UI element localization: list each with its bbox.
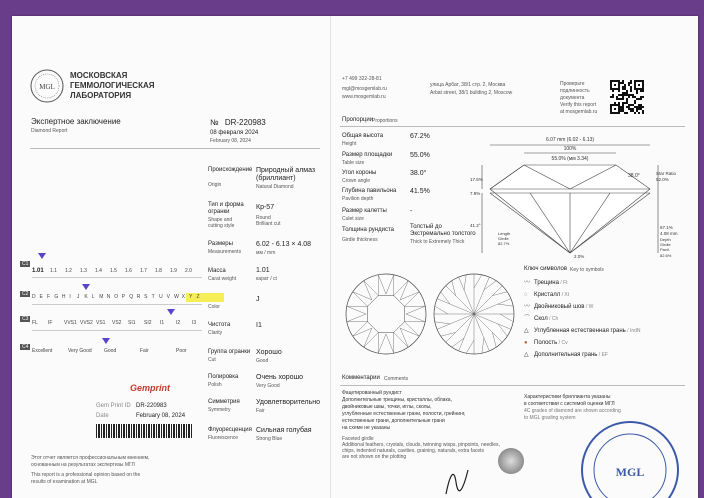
legend-symbol-icon: 〰 <box>524 304 531 310</box>
scale-c3-tick: SI2 <box>144 320 152 326</box>
divider-right <box>340 126 685 127</box>
field-carat-en: Carat weight <box>208 276 237 282</box>
scale-c2-tick: H <box>61 294 66 300</box>
comment-line-en: Additional feathers, crystals, clouds, twinning wisps, pinpoints, needles, <box>342 442 500 448</box>
address-ru: улица Арбат, 38/1 стр. 2, Москва <box>430 82 506 88</box>
scale-c3-tick: FL <box>32 320 38 326</box>
field-carat-label: Масса <box>208 268 226 274</box>
prop-table-value: 55.0% <box>410 152 430 159</box>
diagram-crown-angle: 38.0° <box>628 173 640 179</box>
legend-symbol-icon: 〰 <box>524 280 531 286</box>
field-origin-en: Origin <box>208 182 222 188</box>
scale-c1-line <box>32 277 202 278</box>
scale-c2-tick: K <box>84 294 88 300</box>
gem-print-label: Gem Print ID <box>96 403 131 409</box>
gem-date-label: Date <box>96 413 109 419</box>
scale-c1-tick: 1.1 <box>50 268 57 274</box>
scale-c1-value: 1.01 <box>32 268 44 274</box>
scale-c2-tick: E <box>39 294 43 300</box>
conformity-en-2: to MGL grading system <box>524 415 576 421</box>
field-shape-en-2: cutting style <box>208 223 235 229</box>
field-carat-sub: карат / ct <box>256 276 277 282</box>
scale-c2-tick: R <box>136 294 141 300</box>
carat-marker-icon <box>38 253 46 259</box>
legend-item <box>524 349 641 361</box>
prop-height-label: Общая высота <box>342 133 384 139</box>
field-origin-label: Происхождение <box>208 167 253 173</box>
comment-line-en: are not shown on the plotting <box>342 454 407 460</box>
address-en: Arbat street, 38/1 building 2, Moscow <box>430 90 513 96</box>
field-shape-value: Кр-57 <box>256 204 275 211</box>
legend-label-en: / Ch <box>547 316 559 322</box>
field-shape-label-2: огранки <box>208 209 230 215</box>
lab-name-line-3: ЛАБОРАТОРИЯ <box>70 91 132 100</box>
scale-c1-tick: 1.8 <box>155 268 162 274</box>
field-shape-en: Shape and <box>208 217 233 223</box>
scale-c4-tick: Fair <box>140 348 149 354</box>
prop-girdle-value-2: Экстремально толстого <box>410 231 476 237</box>
field-cut-sub: Good <box>256 358 269 364</box>
diagram-lower-label-2: Girdle <box>498 236 509 241</box>
signature <box>440 464 480 498</box>
cut-marker-icon <box>102 338 110 344</box>
diamond-report <box>12 16 698 498</box>
scale-c2-tick: L <box>91 294 95 300</box>
prop-pavilion-label: Глубина павильона <box>342 188 397 194</box>
legend-symbol-icon: ⌒ <box>524 316 531 322</box>
legend-label-ru: Скол <box>534 316 548 322</box>
scale-c3-tick: VVS1 <box>64 320 77 326</box>
legend-label-ru: Полость <box>534 340 558 346</box>
comments-title-ru: Комментарии <box>342 375 380 381</box>
legend-label-en: / Xt <box>560 292 570 298</box>
gem-print-id: DR-220983 <box>136 403 167 409</box>
scale-c3-label: C3 <box>22 316 29 322</box>
field-fluor-value: Сильная голубая <box>256 427 312 434</box>
scale-c1-tick: 2.0 <box>185 268 192 274</box>
scale-c1-ticks <box>32 268 212 276</box>
scale-c4-tick: Poor <box>176 348 187 354</box>
diagram-depth-label: Depth <box>660 237 671 242</box>
field-fluor-label: Флуоресценция <box>208 427 252 433</box>
footer-en: This report is a professional opinion based on the <box>31 472 141 478</box>
scale-c2-tick: S <box>144 294 148 300</box>
field-shape-sub: Round <box>256 215 271 221</box>
scale-c3-tick: VVS2 <box>80 320 93 326</box>
legend-label-ru: Дополнительная грань <box>534 352 598 358</box>
footer-ru-2: основанным на результатах экспертизы МГЛ <box>31 462 135 468</box>
legend-symbol-icon: △ <box>524 328 529 334</box>
scale-c2-tick: X <box>181 294 185 300</box>
scale-c1-tick: 1.6 <box>125 268 132 274</box>
prop-culet-en: Culet size <box>342 216 364 222</box>
scale-c1-tick: 1.5 <box>110 268 117 274</box>
diagram-girdle-pct: 7.9% <box>470 191 481 196</box>
field-fluor-en: Fluorescence <box>208 435 239 441</box>
field-clarity-value: I1 <box>256 322 262 329</box>
field-polish-sub: Very Good <box>256 383 280 389</box>
field-color-en: Color <box>208 304 220 310</box>
verify-ru-1: Проверьте <box>560 81 585 87</box>
legend-symbol-icon: ◌ <box>524 292 528 298</box>
gem-date-value: February 08, 2024 <box>136 413 186 419</box>
diagram-crown-pct: 17.5% <box>470 177 483 182</box>
contact-phone: +7 499 322-28-81 <box>342 76 382 82</box>
hologram-sticker <box>498 448 524 474</box>
lab-name-line-2: ГЕММОЛОГИЧЕСКАЯ <box>70 81 155 90</box>
field-polish-label: Полировка <box>208 374 239 380</box>
proportions-title-en: Proportions <box>372 118 398 124</box>
scale-c2-tick: D <box>32 294 36 300</box>
field-measure-label: Размеры <box>208 241 233 247</box>
diagram-culet-label: 2.0% <box>574 254 585 259</box>
prop-girdle-sub: Thick to Extremely Thick <box>410 239 465 245</box>
scale-c1-tick: 1.3 <box>80 268 87 274</box>
legend-label-ru: Углубленная естественная грань <box>534 328 626 334</box>
verify-ru-3: документа <box>560 95 585 101</box>
scale-c1-tick: 1.2 <box>65 268 72 274</box>
field-symmetry-label: Симметрия <box>208 399 240 405</box>
prop-culet-value: - <box>410 208 413 215</box>
gemprint-logo: Gemprint <box>130 383 171 393</box>
field-cut-value: Хорошо <box>256 349 282 356</box>
legend-label-ru: Трещина <box>534 280 559 286</box>
legend-label-ru: Двойниковый шов <box>534 304 585 310</box>
scale-c4-tick: Very Good <box>68 348 92 354</box>
scale-c2-label: C2 <box>22 291 29 297</box>
legend-label-en: / EF <box>597 352 608 358</box>
diagram-star-label: Star Ratio <box>656 171 677 176</box>
comment-line-ru: Фацетированный рундист <box>342 390 402 396</box>
conformity-en-1: 4C grades of diamond are shown according <box>524 408 621 414</box>
proportions-title-ru: Пропорции <box>342 117 374 123</box>
diagram-depth-label-2: Girdle <box>660 242 671 247</box>
conformity-ru-1: Характеристики бриллианта указаны <box>524 394 611 400</box>
legend-list <box>524 277 641 361</box>
scale-c2-tick: F <box>46 294 51 300</box>
footer-ru: Этот отчет является профессиональным мнением, <box>31 455 150 461</box>
scale-c4-label: C4 <box>22 344 29 350</box>
field-color-value: J <box>256 296 260 303</box>
scale-c2-tick: U <box>159 294 163 300</box>
date-ru: 08 февраля 2024 <box>210 130 259 136</box>
scale-c3-tick: VS2 <box>112 320 122 326</box>
scale-c2-tick: N <box>106 294 111 300</box>
legend-label-en: / Cv <box>557 340 568 346</box>
legend-item <box>524 277 641 289</box>
clarity-marker-icon <box>167 309 175 315</box>
scale-c1-tick: 1.9 <box>170 268 177 274</box>
scale-c1-tick: 1.4 <box>95 268 102 274</box>
diagram-depth-label-3: Pavil. <box>660 247 670 252</box>
diagram-pav-angle: 41.2° <box>470 223 481 228</box>
field-origin-value: Природный алмаз <box>256 167 316 174</box>
scale-c1-tick: 1.7 <box>140 268 147 274</box>
divider-comments <box>340 385 685 386</box>
field-shape-label: Тип и форма <box>208 202 244 208</box>
scale-c2-tick: J <box>76 294 80 300</box>
legend-item <box>524 337 641 349</box>
diagram-depth-mm: 4.08 mm <box>660 231 678 236</box>
prop-pavilion-en: Pavilion depth <box>342 196 374 202</box>
mgl-stamp-seal <box>572 410 682 498</box>
contact-email: mgl@mosgemlab.ru <box>342 86 387 92</box>
scale-c2-tick: M <box>99 294 104 300</box>
legend-title-en: Key to symbols <box>570 267 604 273</box>
comment-line-ru: двойниковые швы, точки, иглы, сколы, <box>342 404 432 410</box>
legend-label-en: / W <box>584 304 594 310</box>
footer-en-2: results of examination at MGL <box>31 479 98 485</box>
svg-text:MGL: MGL <box>615 465 645 479</box>
diagram-depth-value: 82.6% <box>660 253 672 258</box>
field-cut-label: Группа огранки <box>208 349 251 355</box>
legend-label-en: / IndN <box>625 328 641 334</box>
comments-en <box>342 436 500 460</box>
field-symmetry-value: Удовлетворительно <box>256 399 321 406</box>
scale-c2-tick: W <box>174 294 179 300</box>
verify-en-1: Verify this report <box>560 102 597 108</box>
scale-c3-tick: I2 <box>176 320 181 326</box>
prop-girdle-label: Толщина рундиста <box>342 227 394 233</box>
scale-c2-line <box>32 304 202 305</box>
prop-height-en: Height <box>342 141 357 147</box>
prop-pavilion-value: 41.5% <box>410 188 430 195</box>
field-carat-value: 1.01 <box>256 267 270 274</box>
field-measure-sub: мм / mm <box>256 250 276 256</box>
mgl-seal-logo <box>30 69 64 103</box>
date-en: February 08, 2024 <box>210 138 251 144</box>
scale-c2-tick: P <box>121 294 126 300</box>
legend-item <box>524 313 641 325</box>
comments-title-en: Comments <box>384 376 409 382</box>
report-title-en: Diamond Report <box>31 128 68 134</box>
divider <box>30 148 320 149</box>
comment-line-en: chips, indented naturals, cavities, graining, naturals, extra facets <box>342 448 485 454</box>
scale-c3-tick: SI1 <box>128 320 136 326</box>
diagram-star-value: 52.0% <box>656 177 669 182</box>
lab-name-line-1: МОСКОВСКАЯ <box>70 71 128 80</box>
comments-ru <box>342 390 465 432</box>
scale-c3-line <box>32 330 202 331</box>
prop-crown-en: Crown angle <box>342 178 371 184</box>
legend-item <box>524 301 641 313</box>
proportions-diagram <box>470 131 690 261</box>
legend-label-ru: Кристалл <box>534 292 561 298</box>
diagram-table-label: 55.0% (мм 3.34) <box>551 156 589 162</box>
logo-text: MGL <box>39 83 55 91</box>
scale-c3-ticks <box>32 320 222 328</box>
scale-c4-ticks <box>32 348 222 356</box>
field-fluor-sub: Strong Blue <box>256 436 283 442</box>
scale-c2-tick: Z <box>196 294 200 300</box>
qr-code-icon[interactable] <box>610 80 644 114</box>
field-polish-value: Очень хорошо <box>256 374 304 381</box>
clarity-plot <box>342 269 518 359</box>
legend-symbol-icon: △ <box>524 352 529 358</box>
field-origin-value-2: (бриллиант) <box>256 175 296 182</box>
color-marker-icon <box>82 284 90 290</box>
scale-c3-tick: I1 <box>160 320 165 326</box>
comment-line-ru: Дополнительные трещины, кристаллы, облака, <box>342 397 452 403</box>
number-value: DR-220983 <box>224 118 266 127</box>
conformity-ru-2: в соответствии с системой оценки МГЛ <box>524 401 615 407</box>
scale-c2-ticks <box>32 294 222 302</box>
field-origin-sub: Natural Diamond <box>256 184 294 190</box>
comment-line-ru: на схеме не указаны <box>342 425 391 431</box>
scale-c3-tick: IF <box>48 320 53 326</box>
scale-c2-tick: Y <box>189 294 193 300</box>
number-label: № <box>210 118 219 127</box>
scale-c2-tick: I <box>69 294 71 300</box>
scale-c2-tick: T <box>151 294 155 300</box>
diagram-top-label: 6.07 mm (6.02 - 6.13) <box>545 137 595 143</box>
scale-c3-tick: I3 <box>192 320 197 326</box>
diagram-100-label: 100% <box>563 146 577 152</box>
prop-girdle-en: Girdle thickness <box>342 237 378 243</box>
comment-line-en: Faceted girdle <box>342 436 374 442</box>
barcode <box>96 424 192 438</box>
prop-crown-value: 38.0° <box>410 170 427 177</box>
verify-ru-2: подлинность <box>560 88 590 94</box>
legend-symbol-icon: ● <box>524 340 528 346</box>
lab-name <box>70 71 155 101</box>
fold-line <box>330 16 331 498</box>
prop-culet-label: Размер калетты <box>342 208 387 214</box>
scale-c2-tick: O <box>114 294 119 300</box>
report-number <box>210 118 266 127</box>
legend-title-ru: Ключ символов <box>524 266 568 272</box>
contact-web: www.mosgemlab.ru <box>342 94 386 100</box>
field-measure-en: Measurements <box>208 249 242 255</box>
field-clarity-en: Clarity <box>208 330 223 336</box>
field-shape-sub-2: Brilliant cut <box>256 221 281 227</box>
scale-c4-tick: Excellent <box>32 348 53 354</box>
field-symmetry-sub: Fair <box>256 408 265 414</box>
scale-c2-tick: V <box>166 294 170 300</box>
scale-c2-tick: Q <box>129 294 134 300</box>
diagram-lower-value: 82.7% <box>498 241 510 246</box>
diagram-lower-label: Length <box>498 231 511 236</box>
scale-c4-tick: Good <box>104 348 117 354</box>
field-cut-en: Cut <box>208 357 216 363</box>
scale-c3-tick: VS1 <box>96 320 106 326</box>
field-polish-en: Polish <box>208 382 222 388</box>
legend-item <box>524 289 641 301</box>
scale-c1-label: C1 <box>22 261 29 267</box>
verify-en-2: at mosgemlab.ru <box>560 109 598 115</box>
prop-table-label: Размер площадки <box>342 152 393 158</box>
comment-line-ru: естественные грани, дополнительные грани <box>342 418 445 424</box>
report-title-ru: Экспертное заключение <box>31 117 121 126</box>
scale-c2-tick: G <box>54 294 59 300</box>
diagram-depth-pct: 67.1% <box>660 225 673 230</box>
field-measure-value: 6.02 - 6.13 × 4.08 <box>256 241 312 248</box>
verify-text <box>560 81 597 116</box>
prop-height-value: 67.2% <box>410 133 430 140</box>
prop-table-en: Table size <box>342 160 365 166</box>
prop-crown-label: Угол короны <box>342 170 377 176</box>
field-clarity-label: Чистота <box>208 322 231 328</box>
comment-line-ru: углубленные естественные грани, полости, грейнинг, <box>342 411 466 417</box>
legend-label-en: / Ft <box>558 280 568 286</box>
prop-girdle-value: Толстый до <box>410 224 442 230</box>
legend-item <box>524 325 641 337</box>
field-symmetry-en: Symmetry <box>208 407 231 413</box>
